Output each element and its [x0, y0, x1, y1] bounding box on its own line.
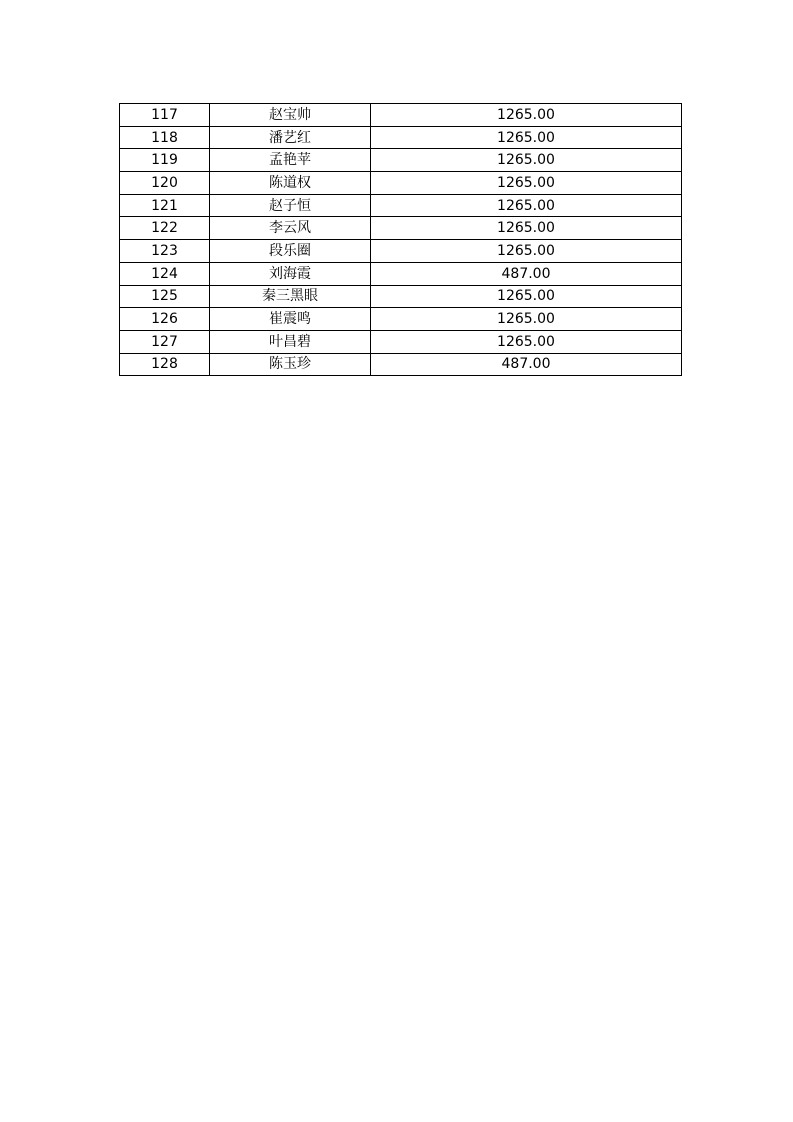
- name-cell: 刘海霞: [210, 262, 371, 285]
- name-cell: 孟艳苹: [210, 149, 371, 172]
- table-row: [120, 194, 682, 217]
- name-cell: 段乐圈: [210, 240, 371, 263]
- amount-cell: 1265.00: [371, 149, 682, 172]
- row-number-cell: 123: [120, 240, 210, 263]
- amount-cell: 1265.00: [371, 104, 682, 127]
- name-cell: 李云风: [210, 217, 371, 240]
- amount-cell: 1265.00: [371, 194, 682, 217]
- name-cell: 潘艺红: [210, 126, 371, 149]
- payment-table: [119, 103, 682, 376]
- name-cell: 陈玉珍: [210, 353, 371, 376]
- amount-cell: 1265.00: [371, 330, 682, 353]
- amount-cell: 1265.00: [371, 240, 682, 263]
- row-number-cell: 124: [120, 262, 210, 285]
- name-cell: 崔震鸣: [210, 308, 371, 331]
- table-row: [120, 353, 682, 376]
- amount-cell: 1265.00: [371, 285, 682, 308]
- table-row: [120, 126, 682, 149]
- name-cell: 赵宝帅: [210, 104, 371, 127]
- table-row: [120, 308, 682, 331]
- table-row: [120, 149, 682, 172]
- amount-cell: 487.00: [371, 262, 682, 285]
- row-number-cell: 121: [120, 194, 210, 217]
- amount-cell: 487.00: [371, 353, 682, 376]
- amount-cell: 1265.00: [371, 172, 682, 195]
- row-number-cell: 119: [120, 149, 210, 172]
- name-cell: 陈道权: [210, 172, 371, 195]
- table-row: [120, 330, 682, 353]
- table-row: [120, 262, 682, 285]
- row-number-cell: 125: [120, 285, 210, 308]
- row-number-cell: 126: [120, 308, 210, 331]
- row-number-cell: 117: [120, 104, 210, 127]
- table-row: [120, 217, 682, 240]
- name-cell: 赵子恒: [210, 194, 371, 217]
- row-number-cell: 118: [120, 126, 210, 149]
- table-row: [120, 172, 682, 195]
- table-row: [120, 104, 682, 127]
- row-number-cell: 122: [120, 217, 210, 240]
- name-cell: 秦三黑眼: [210, 285, 371, 308]
- table-row: [120, 285, 682, 308]
- name-cell: 叶昌碧: [210, 330, 371, 353]
- amount-cell: 1265.00: [371, 217, 682, 240]
- row-number-cell: 127: [120, 330, 210, 353]
- amount-cell: 1265.00: [371, 308, 682, 331]
- row-number-cell: 120: [120, 172, 210, 195]
- table-row: [120, 240, 682, 263]
- row-number-cell: 128: [120, 353, 210, 376]
- amount-cell: 1265.00: [371, 126, 682, 149]
